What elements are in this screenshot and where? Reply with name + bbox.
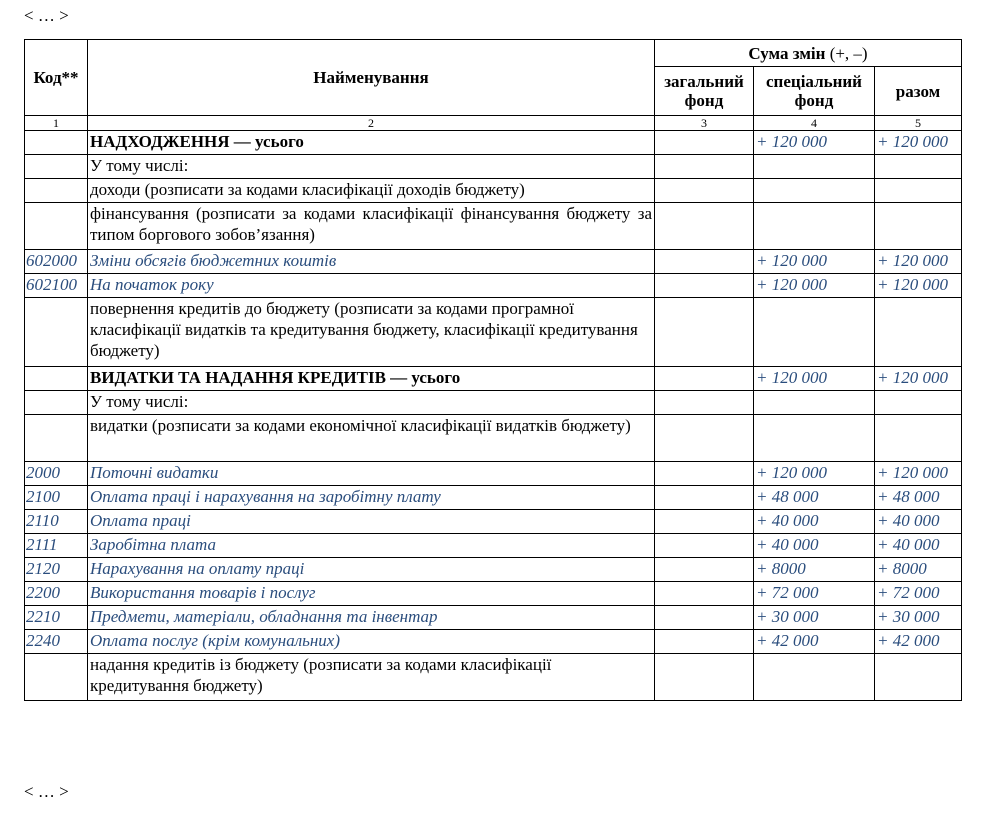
row-general [655,630,754,654]
table-row [25,155,962,179]
row-name: У тому числі: [88,155,655,179]
row-general [655,582,754,606]
row-name: надання кредитів із бюджету (розписати за кодами класифікації кредитування бюджету) [88,654,655,701]
row-general [655,203,754,250]
table-row [25,534,962,558]
row-total: + 120 000 [875,274,962,298]
column-number: 3 [655,116,754,131]
row-total: + 40 000 [875,534,962,558]
table-row [25,274,962,298]
row-total: + 8000 [875,558,962,582]
row-total [875,654,962,701]
row-name: Оплата праці і нарахування на заробітну плату [88,486,655,510]
budget-changes-table [24,39,962,701]
table-row [25,415,962,462]
row-code: 2111 [25,534,88,558]
row-name: доходи (розписати за кодами класифікації доходів бюджету) [88,179,655,203]
row-code: 602100 [25,274,88,298]
header-general-fund: загальний фонд [655,67,754,116]
row-total [875,391,962,415]
row-total: + 120 000 [875,250,962,274]
row-code: 602000 [25,250,88,274]
row-special: + 72 000 [754,582,875,606]
row-special: + 48 000 [754,486,875,510]
header-sum [655,40,962,67]
header-name: Найменування [88,40,655,116]
row-code [25,203,88,250]
row-name: Предмети, матеріали, обладнання та інвентар [88,606,655,630]
header-total: разом [875,67,962,116]
row-name: фінансування (розписати за кодами класифікації фінансування бюджету за типом боргового зобов’язання) [88,203,655,250]
header-sum-sign: (+, –) [825,43,868,63]
row-total: + 72 000 [875,582,962,606]
row-total [875,155,962,179]
row-name: Нарахування на оплату праці [88,558,655,582]
row-name: НАДХОДЖЕННЯ — усього [88,131,655,155]
row-general [655,131,754,155]
row-code [25,131,88,155]
row-name: Використання товарів і послуг [88,582,655,606]
row-special [754,415,875,462]
table-row [25,298,962,367]
row-total: + 48 000 [875,486,962,510]
row-code [25,415,88,462]
row-general [655,155,754,179]
row-code: 2120 [25,558,88,582]
row-general [655,298,754,367]
table-row [25,582,962,606]
row-code: 2240 [25,630,88,654]
header-special-fund: спеціальний фонд [754,67,875,116]
row-special: + 120 000 [754,250,875,274]
row-special: + 120 000 [754,462,875,486]
table-row [25,630,962,654]
row-code: 2200 [25,582,88,606]
row-general [655,179,754,203]
row-code: 2110 [25,510,88,534]
row-general [655,415,754,462]
row-general [655,486,754,510]
row-general [655,462,754,486]
row-total [875,179,962,203]
row-total: + 40 000 [875,510,962,534]
column-number: 2 [88,116,655,131]
column-number-row [25,116,962,131]
row-special [754,298,875,367]
row-total: + 30 000 [875,606,962,630]
row-name: Зміни обсягів бюджетних коштів [88,250,655,274]
row-name: повернення кредитів до бюджету (розписати за кодами програмної класифікації видатків та кредитування бюджету, класифікації кредитування бюджету) [88,298,655,367]
row-name: Оплата послуг (крім комунальних) [88,630,655,654]
row-special: + 120 000 [754,367,875,391]
header-code: Код** [25,40,88,116]
column-number: 1 [25,116,88,131]
row-general [655,606,754,630]
row-special: + 40 000 [754,534,875,558]
table-row [25,606,962,630]
ellipsis-bottom: < … > [24,782,69,801]
row-name: ВИДАТКИ ТА НАДАННЯ КРЕДИТІВ — усього [88,367,655,391]
row-code [25,155,88,179]
row-special: + 120 000 [754,131,875,155]
row-code: 2000 [25,462,88,486]
row-total [875,298,962,367]
row-total: + 120 000 [875,367,962,391]
header-sum-bold: Сума змін [748,43,826,63]
row-code [25,298,88,367]
row-code [25,367,88,391]
row-special: + 40 000 [754,510,875,534]
row-special: + 42 000 [754,630,875,654]
row-general [655,654,754,701]
row-name: видатки (розписати за кодами економічної класифікації видатків бюджету) [88,415,655,462]
row-general [655,250,754,274]
row-name: Заробітна плата [88,534,655,558]
row-special: + 30 000 [754,606,875,630]
table-row [25,250,962,274]
row-general [655,367,754,391]
row-code [25,179,88,203]
table-row [25,391,962,415]
column-number: 5 [875,116,962,131]
row-special [754,391,875,415]
row-total: + 120 000 [875,131,962,155]
row-total: + 42 000 [875,630,962,654]
column-number: 4 [754,116,875,131]
row-code: 2100 [25,486,88,510]
table-row [25,654,962,701]
row-general [655,274,754,298]
row-name: Поточні видатки [88,462,655,486]
table-row [25,131,962,155]
row-name: Оплата праці [88,510,655,534]
table-row [25,558,962,582]
ellipsis-top: < … > [24,6,69,25]
row-general [655,391,754,415]
row-special [754,179,875,203]
row-name: На початок року [88,274,655,298]
row-general [655,510,754,534]
row-special: + 120 000 [754,274,875,298]
row-special: + 8000 [754,558,875,582]
table-row [25,367,962,391]
row-general [655,534,754,558]
table-row [25,462,962,486]
row-total [875,203,962,250]
row-special [754,203,875,250]
table-row [25,486,962,510]
table-row [25,179,962,203]
row-special [754,155,875,179]
table-row [25,510,962,534]
row-code: 2210 [25,606,88,630]
row-code [25,654,88,701]
row-name: У тому числі: [88,391,655,415]
table-row [25,203,962,250]
row-total [875,415,962,462]
row-code [25,391,88,415]
row-special [754,654,875,701]
row-total: + 120 000 [875,462,962,486]
row-general [655,558,754,582]
